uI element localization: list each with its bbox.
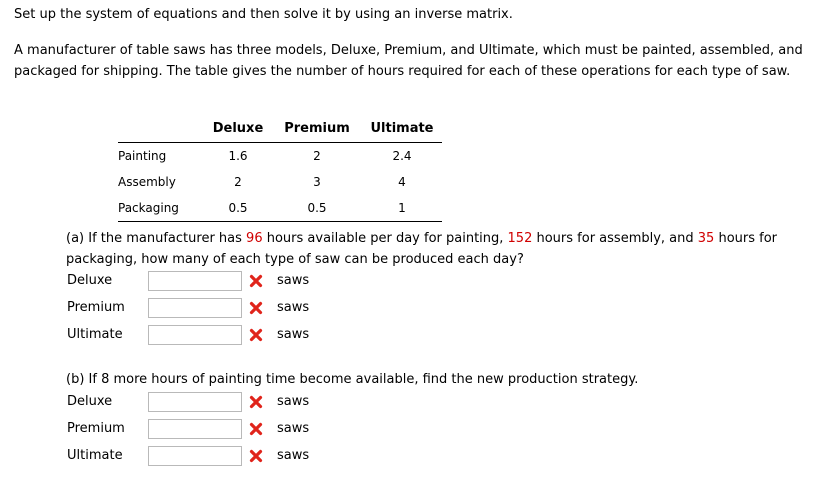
- unit-label: saws: [277, 448, 310, 463]
- answer-label-premium: Premium: [67, 300, 125, 315]
- row-label: Packaging: [118, 201, 179, 215]
- row-label: Assembly: [118, 175, 176, 189]
- part-a-question: (a) If the manufacturer has 96 hours available per day for painting, 152 hours for assembly, and 35 hours for packaging, how many of each type of saw can be produced each day?: [66, 231, 778, 267]
- table-cell: 0.5: [307, 201, 327, 215]
- table-row: [118, 143, 442, 170]
- hours-table: [118, 114, 442, 222]
- col-header-premium: Premium: [284, 120, 350, 136]
- answer-label-ultimate: Ultimate: [67, 448, 123, 463]
- problem-statement: A manufacturer of table saws has three models, Deluxe, Premium, and Ultimate, which must be painted, assembled, and packaged for shipping. The table gives the number of hours required for each of these operations for each type of saw.: [14, 43, 803, 79]
- table-header-row: [118, 114, 442, 143]
- incorrect-x-icon: [249, 328, 263, 342]
- answer-b-deluxe-input[interactable]: [148, 392, 242, 412]
- answer-a-ultimate-input[interactable]: [148, 325, 242, 345]
- table-cell: 4: [398, 175, 406, 189]
- answer-label-deluxe: Deluxe: [67, 394, 113, 409]
- answer-label-deluxe: Deluxe: [67, 273, 113, 288]
- table-cell: 1: [398, 201, 406, 215]
- table-cell: 2.4: [392, 149, 412, 163]
- painting-hours-value: 96: [246, 231, 263, 246]
- row-label: Painting: [118, 149, 167, 163]
- incorrect-x-icon: [249, 395, 263, 409]
- incorrect-x-icon: [249, 274, 263, 288]
- answer-b-ultimate-input[interactable]: [148, 446, 242, 466]
- unit-label: saws: [277, 300, 310, 315]
- table-row: [118, 169, 442, 195]
- incorrect-x-icon: [249, 449, 263, 463]
- unit-label: saws: [277, 394, 310, 409]
- answer-label-ultimate: Ultimate: [67, 327, 123, 342]
- incorrect-x-icon: [249, 422, 263, 436]
- col-header-deluxe: Deluxe: [212, 120, 264, 136]
- assembly-hours-value: 152: [507, 231, 533, 246]
- table-cell: 1.6: [228, 149, 248, 163]
- unit-label: saws: [277, 273, 310, 288]
- table-cell: 0.5: [228, 201, 248, 215]
- answer-b-premium-input[interactable]: [148, 419, 242, 439]
- col-header-ultimate: Ultimate: [370, 120, 434, 136]
- answer-a-deluxe-input[interactable]: [148, 271, 242, 291]
- table-cell: 3: [313, 175, 321, 189]
- answer-label-premium: Premium: [67, 421, 125, 436]
- table-row: [118, 195, 442, 222]
- unit-label: saws: [277, 421, 310, 436]
- packaging-hours-value: 35: [697, 231, 715, 246]
- answer-a-premium-input[interactable]: [148, 298, 242, 318]
- incorrect-x-icon: [249, 301, 263, 315]
- instructions: Set up the system of equations and then solve it by using an inverse matrix.: [14, 7, 513, 22]
- table-cell: 2: [313, 149, 321, 163]
- table-cell: 2: [234, 175, 242, 189]
- unit-label: saws: [277, 327, 310, 342]
- part-b-question: (b) If 8 more hours of painting time become available, find the new production strategy.: [66, 372, 639, 387]
- table-corner: [118, 114, 204, 143]
